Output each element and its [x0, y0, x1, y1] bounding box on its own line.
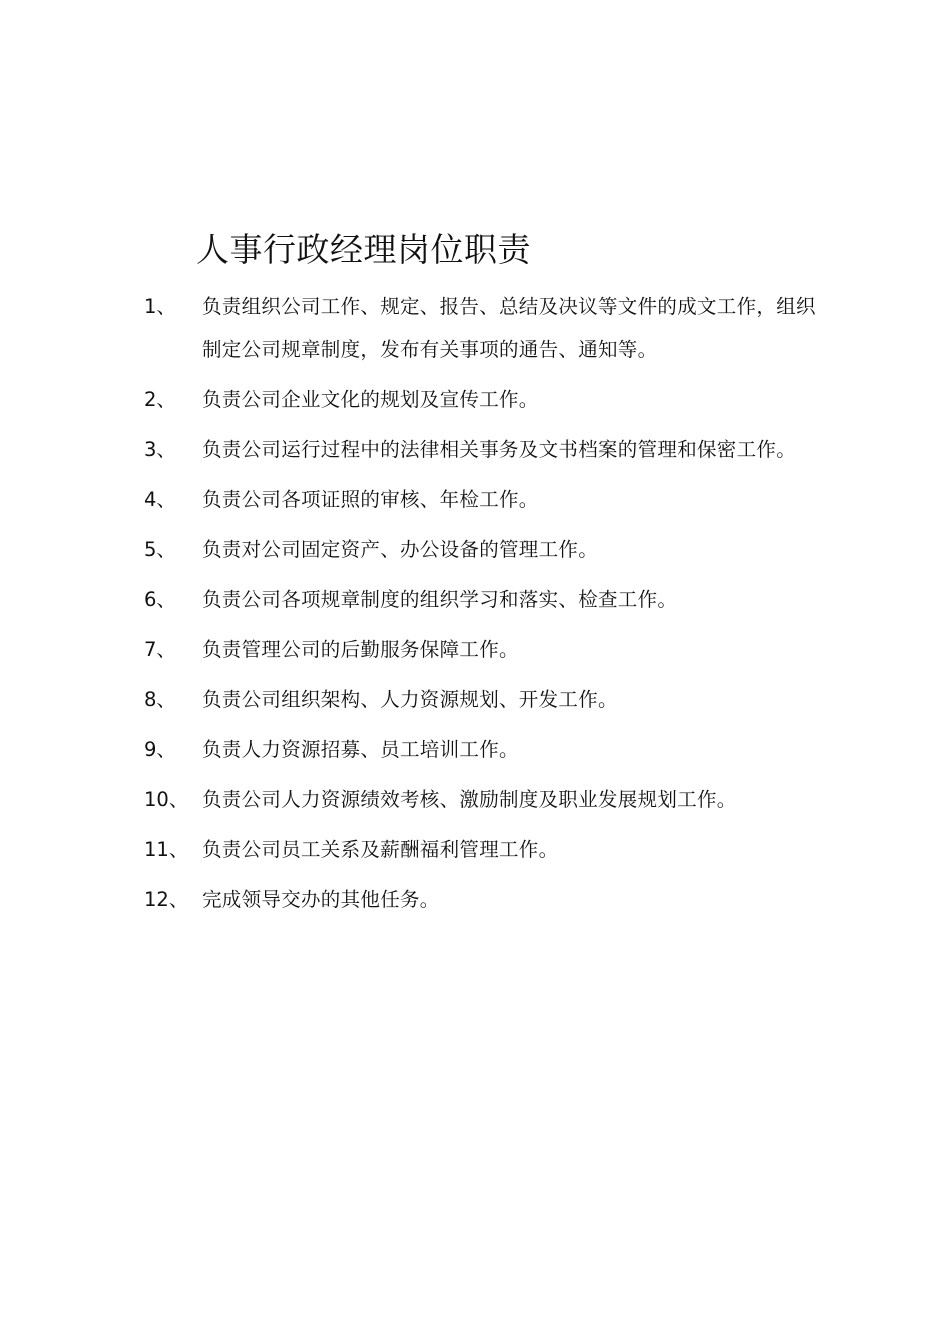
item-text: 负责公司各项证照的审核、年检工作。: [202, 488, 539, 511]
item-number: 6、: [144, 588, 176, 611]
item-text: 负责管理公司的后勤服务保障工作。: [202, 638, 519, 661]
item-text: 负责对公司固定资产、办公设备的管理工作。: [202, 538, 599, 561]
list-item: [144, 285, 824, 371]
list-item: [144, 778, 824, 821]
item-number: 12、: [144, 888, 189, 911]
list-item: [144, 528, 824, 571]
item-text: 完成领导交办的其他任务。: [202, 888, 440, 911]
list-item: [144, 828, 824, 871]
list-item: [144, 628, 824, 671]
item-text: 负责公司企业文化的规划及宣传工作。: [202, 388, 539, 411]
item-number: 4、: [144, 488, 176, 511]
list-item: [144, 428, 824, 471]
item-number: 10、: [144, 788, 189, 811]
item-text: 负责公司员工关系及薪酬福利管理工作。: [202, 838, 559, 861]
list-item: [144, 878, 824, 921]
item-text: 负责组织公司工作、规定、报告、总结及决议等文件的成文工作，组织制定公司规章制度，发布有关事项的通告、通知等。: [202, 295, 816, 361]
list-item: [144, 728, 824, 771]
item-number: 2、: [144, 388, 176, 411]
item-number: 11、: [144, 838, 189, 861]
item-text: 负责公司人力资源绩效考核、激励制度及职业发展规划工作。: [202, 788, 737, 811]
list-item: [144, 578, 824, 621]
item-text: 负责公司各项规章制度的组织学习和落实、检查工作。: [202, 588, 678, 611]
item-number: 7、: [144, 638, 176, 661]
list-item: [144, 378, 824, 421]
list-item: [144, 678, 824, 721]
responsibility-list: [144, 285, 824, 928]
item-text: 负责人力资源招募、员工培训工作。: [202, 738, 519, 761]
item-number: 3、: [144, 438, 176, 461]
item-number: 9、: [144, 738, 176, 761]
list-item: [144, 478, 824, 521]
item-number: 5、: [144, 538, 176, 561]
item-text: 负责公司运行过程中的法律相关事务及文书档案的管理和保密工作。: [202, 438, 797, 461]
document-title: 人事行政经理岗位职责: [196, 230, 531, 269]
item-number: 8、: [144, 688, 176, 711]
item-text: 负责公司组织架构、人力资源规划、开发工作。: [202, 688, 618, 711]
item-number: 1、: [144, 295, 176, 318]
